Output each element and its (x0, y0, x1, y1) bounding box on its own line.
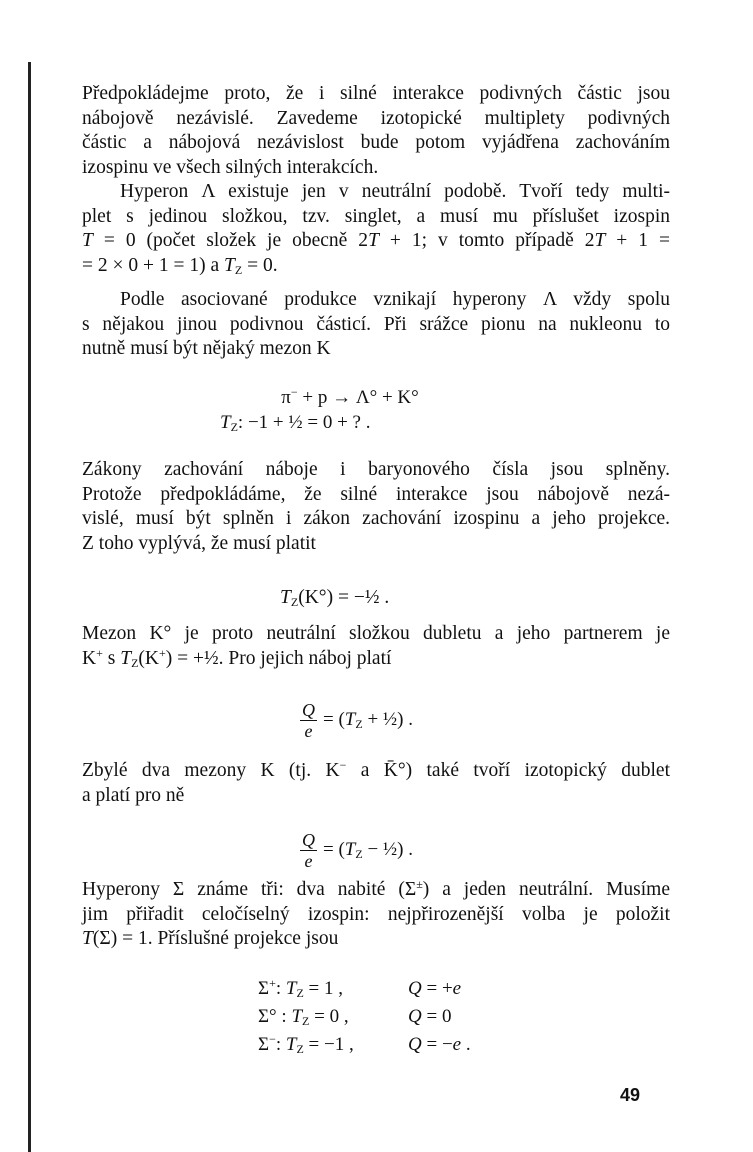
math-variable: Q (408, 978, 422, 999)
text-run: Σ° : (258, 1006, 292, 1027)
math-variable: T (220, 411, 231, 433)
superscript: ± (416, 877, 423, 891)
text-line (82, 337, 670, 362)
text-line (82, 180, 670, 205)
text-run: plet s jedinou složkou, tzv. singlet, a musí mu příslušet izospin (82, 205, 670, 227)
page-number: 49 (620, 1085, 641, 1105)
text-line (82, 532, 670, 557)
math-variable: T (82, 928, 93, 950)
equation-k0-projection (280, 586, 480, 611)
projection-cell (258, 975, 408, 1003)
text-run: = 0 (421, 1006, 452, 1027)
paragraph-associated-production (82, 288, 670, 362)
text-line (82, 131, 670, 156)
text-run: K (82, 647, 97, 669)
math-variable: Q (408, 1006, 422, 1027)
text-line (82, 288, 670, 313)
text-line (82, 458, 670, 483)
text-run: = 1 , (303, 978, 344, 999)
math-variable: T (82, 230, 93, 252)
subscript: Z (296, 986, 304, 1000)
math-variable: T (280, 587, 291, 608)
equation-charge-kaon-minus (300, 830, 413, 871)
text-line (82, 229, 670, 254)
subscript: Z (230, 419, 238, 434)
paragraph-lambda-hyperon (82, 180, 670, 278)
math-variable: T (344, 708, 356, 730)
charge-cell (408, 1034, 471, 1055)
text-run: = 0. (242, 254, 278, 276)
text-run: vislé, musí být splněn i zákon zachování izospinu a jeho projekce. (82, 508, 670, 530)
subscript: Z (131, 655, 139, 670)
text-run: (K°) = −½ . (298, 587, 390, 608)
text-run: Mezon K° je proto neutrální složkou dubletu a jeho partnerem je (82, 623, 670, 644)
math-variable: T (368, 230, 379, 252)
text-run: Σ (258, 1034, 270, 1055)
text-line (82, 483, 670, 508)
superscript: − (290, 385, 298, 399)
text-run: π (281, 387, 291, 408)
equation-line (280, 586, 480, 611)
text-line (82, 507, 670, 532)
text-run: Zbylé dva mezony K (tj. K (82, 760, 340, 781)
sigma-row (258, 1031, 471, 1059)
text-run: = 2 × 0 + 1 = 1) a (82, 254, 225, 276)
math-variable: T (291, 1006, 303, 1027)
text-run: − ½) . (362, 838, 414, 860)
paragraph-sigma-hyperons (82, 878, 670, 952)
text-line (82, 927, 670, 952)
text-run: nutně musí být nějaký mezon K (82, 338, 331, 360)
text-run: nábojově nezávislé. Zavedeme izotopické multiplety podivných (82, 107, 670, 129)
text-run: = 0 (počet složek je obecně 2 (92, 230, 369, 252)
text-run: ) a jeden neutrální. Musíme (422, 879, 670, 900)
text-run: a K̄°) také tvoří izotopický dublet (346, 760, 670, 781)
text-line (82, 254, 670, 279)
denominator: e (304, 721, 313, 741)
text-run: Protože předpokládáme, že silné interakce jsou nábojově nezá- (82, 483, 670, 505)
math-variable: e (452, 1034, 462, 1055)
subscript: Z (234, 262, 243, 277)
text-run: a platí pro ně (82, 784, 185, 806)
text-run: s (102, 647, 121, 669)
fraction (300, 830, 317, 871)
text-run: = ( (323, 838, 345, 860)
text-run: Zákony zachování náboje i baryonového čísla jsou splněny. (82, 459, 670, 480)
text-run: Hyperony Σ známe tři: dva nabité (Σ (82, 879, 417, 900)
numerator: Q (302, 700, 315, 720)
text-line (82, 205, 670, 230)
superscript: − (269, 1032, 276, 1046)
text-run: + 1 = (605, 230, 671, 252)
text-line (82, 622, 670, 647)
text-run: = − (421, 1034, 453, 1055)
math-variable: T (224, 254, 235, 276)
text-run: Podle asociované produkce vznikají hyperony Λ vždy spolu (120, 289, 670, 310)
denominator: e (304, 851, 313, 871)
paragraph-antikaon-doublet (82, 759, 670, 808)
text-run: jim přiřadit celočíselný izospin: nejpřirozenější volba je položit (82, 903, 670, 925)
equation-pion-proton-reaction (220, 386, 480, 435)
text-line (82, 784, 670, 809)
text-run: = −1 , (303, 1034, 354, 1055)
superscript: + (96, 645, 103, 660)
text-run: (K (138, 647, 159, 669)
text-run: : (275, 1034, 286, 1055)
text-run: + p → Λ° + K° (297, 387, 419, 408)
paragraph-kaon-doublet (82, 622, 670, 671)
math-variable: e (452, 978, 462, 999)
sigma-row (258, 975, 471, 1003)
paragraph-strong-interactions (82, 82, 670, 180)
text-run: : (275, 978, 286, 999)
projection-cell (258, 1031, 408, 1059)
math-variable: T (285, 1034, 297, 1055)
subscript: Z (302, 1014, 310, 1028)
text-run: ) = +½. Pro jejich náboj platí (165, 647, 392, 669)
subscript: Z (355, 716, 363, 731)
text-line (82, 759, 670, 784)
page-edge-line (28, 62, 31, 1152)
text-line (82, 107, 670, 132)
text-run: Hyperon Λ existuje jen v neutrální podobě. Tvoří tedy multi- (120, 181, 670, 202)
text-run: : −1 + ½ = 0 + ? . (237, 411, 371, 433)
text-line (82, 156, 670, 181)
sigma-projection-table (258, 975, 471, 1059)
math-variable: Q (408, 1034, 422, 1055)
text-run: (Σ) = 1. Příslušné projekce jsou (92, 928, 339, 950)
text-run: s nějakou jinou podivnou částicí. Při srážce pionu na nukleonu to (82, 313, 670, 335)
equation-line (220, 386, 480, 411)
text-run: = ( (323, 708, 345, 730)
text-run: Σ (258, 978, 270, 999)
math-variable: T (285, 978, 297, 999)
text-line (82, 878, 670, 903)
superscript: + (159, 645, 166, 660)
text-line (82, 82, 670, 107)
math-variable: T (120, 647, 132, 669)
text-line (82, 903, 670, 928)
text-run: izospinu ve všech silných interakcích. (82, 156, 379, 178)
superscript: + (269, 976, 276, 990)
fraction (300, 700, 317, 741)
text-run: částic a nábojová nezávislost bude potom vyjádřena zachováním (82, 132, 670, 154)
equation-charge-kaon-plus (300, 700, 413, 741)
sigma-row (258, 1003, 471, 1031)
numerator: Q (302, 830, 315, 850)
superscript: − (339, 758, 347, 772)
paragraph-conservation-laws (82, 458, 670, 556)
text-run: = + (421, 978, 453, 999)
text-run: Z toho vyplývá, že musí platit (82, 532, 316, 554)
charge-cell (408, 978, 461, 999)
math-variable: T (594, 230, 606, 252)
projection-cell (258, 1003, 408, 1031)
subscript: Z (290, 595, 299, 609)
charge-cell (408, 1006, 451, 1027)
subscript: Z (296, 1042, 304, 1056)
text-run: + ½) . (362, 708, 414, 730)
math-variable: T (344, 838, 356, 860)
text-line (82, 313, 670, 338)
text-run: = 0 , (309, 1006, 349, 1027)
text-run: + 1; v tomto případě 2 (378, 230, 595, 252)
equation-line (220, 411, 480, 436)
text-run: Předpokládejme proto, že i silné interakce podivných částic jsou (82, 83, 670, 104)
subscript: Z (355, 846, 363, 861)
text-line (82, 647, 670, 672)
text-run: . (461, 1034, 471, 1055)
